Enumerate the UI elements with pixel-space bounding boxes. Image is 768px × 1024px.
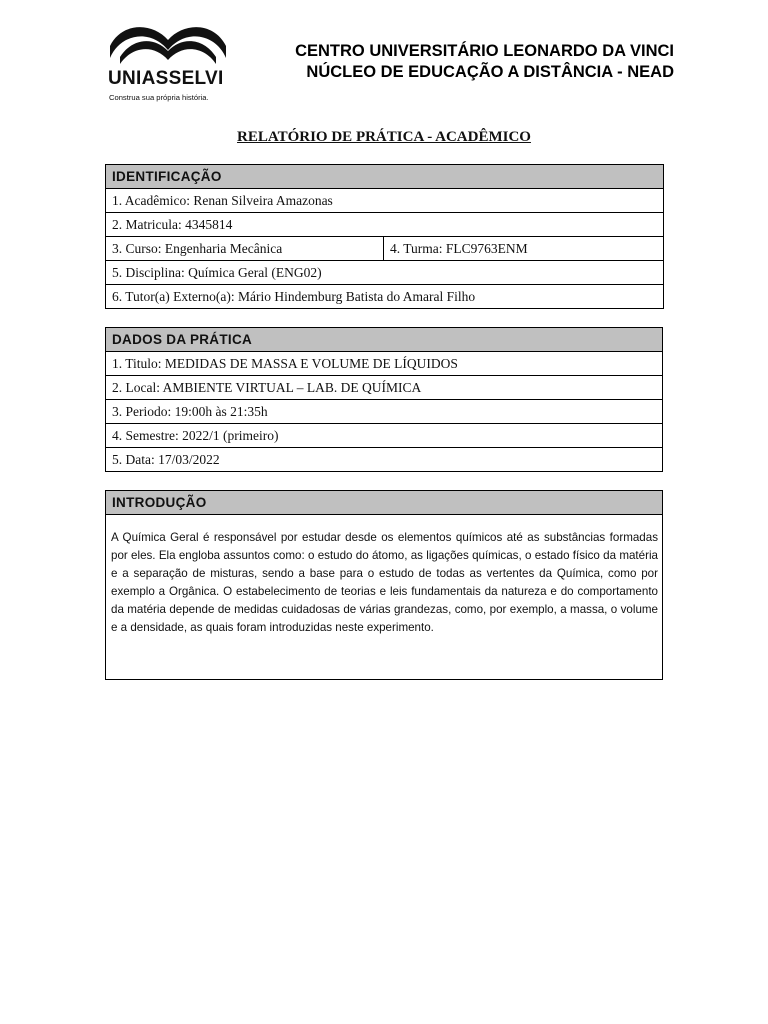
institution-name: CENTRO UNIVERSITÁRIO LEONARDO DA VINCI <box>295 42 674 60</box>
identificacao-table <box>105 164 664 309</box>
report-title: RELATÓRIO DE PRÁTICA - ACADÊMICO <box>237 129 531 145</box>
institution-unit: NÚCLEO DE EDUCAÇÃO A DISTÂNCIA - NEAD <box>306 63 674 81</box>
titulo-field: 1. Titulo: MEDIDAS DE MASSA E VOLUME DE LÍQUIDOS <box>106 352 663 376</box>
turma-field: 4. Turma: FLC9763ENM <box>384 237 664 261</box>
book-wings-icon <box>106 24 230 70</box>
tutor-field: 6. Tutor(a) Externo(a): Mário Hindemburg Batista do Amaral Filho <box>106 285 664 309</box>
semestre-field: 4. Semestre: 2022/1 (primeiro) <box>106 424 663 448</box>
identificacao-heading: IDENTIFICAÇÃO <box>106 165 664 189</box>
local-field: 2. Local: AMBIENTE VIRTUAL – LAB. DE QUÍMICA <box>106 376 663 400</box>
dados-pratica-table <box>105 327 663 472</box>
matricula-field: 2. Matricula: 4345814 <box>106 213 664 237</box>
data-field: 5. Data: 17/03/2022 <box>106 448 663 472</box>
periodo-field: 3. Periodo: 19:00h às 21:35h <box>106 400 663 424</box>
curso-field: 3. Curso: Engenharia Mecânica <box>106 237 384 261</box>
dados-pratica-heading: DADOS DA PRÁTICA <box>106 328 663 352</box>
document-header <box>0 0 768 110</box>
uniasselvi-logo <box>106 24 230 106</box>
academico-field: 1. Acadêmico: Renan Silveira Amazonas <box>106 189 664 213</box>
introducao-heading: INTRODUÇÃO <box>106 491 663 515</box>
logo-wordmark: UNIASSELVI <box>108 68 224 89</box>
introducao-text: A Química Geral é responsável por estudar desde os elementos químicos até as substâncias formadas por eles. Ela engloba assuntos como: o estudo do átomo, as ligações químicas, o estado físico da matéria e a separação de misturas, sendo a base para o estudo de todas as vertentes da Química, como por exemplo a Orgânica. O estabelecimento de teorias e leis fundamentais da natureza e do comportamento da matéria depende de medidas cuidadosas de várias grandezas, como, por exemplo, a massa, o volume e a densidade, as quais foram introduzidas neste experimento. <box>106 515 663 680</box>
introducao-table <box>105 490 663 680</box>
logo-tagline: Construa sua própria história. <box>109 93 209 102</box>
disciplina-field: 5. Disciplina: Química Geral (ENG02) <box>106 261 664 285</box>
